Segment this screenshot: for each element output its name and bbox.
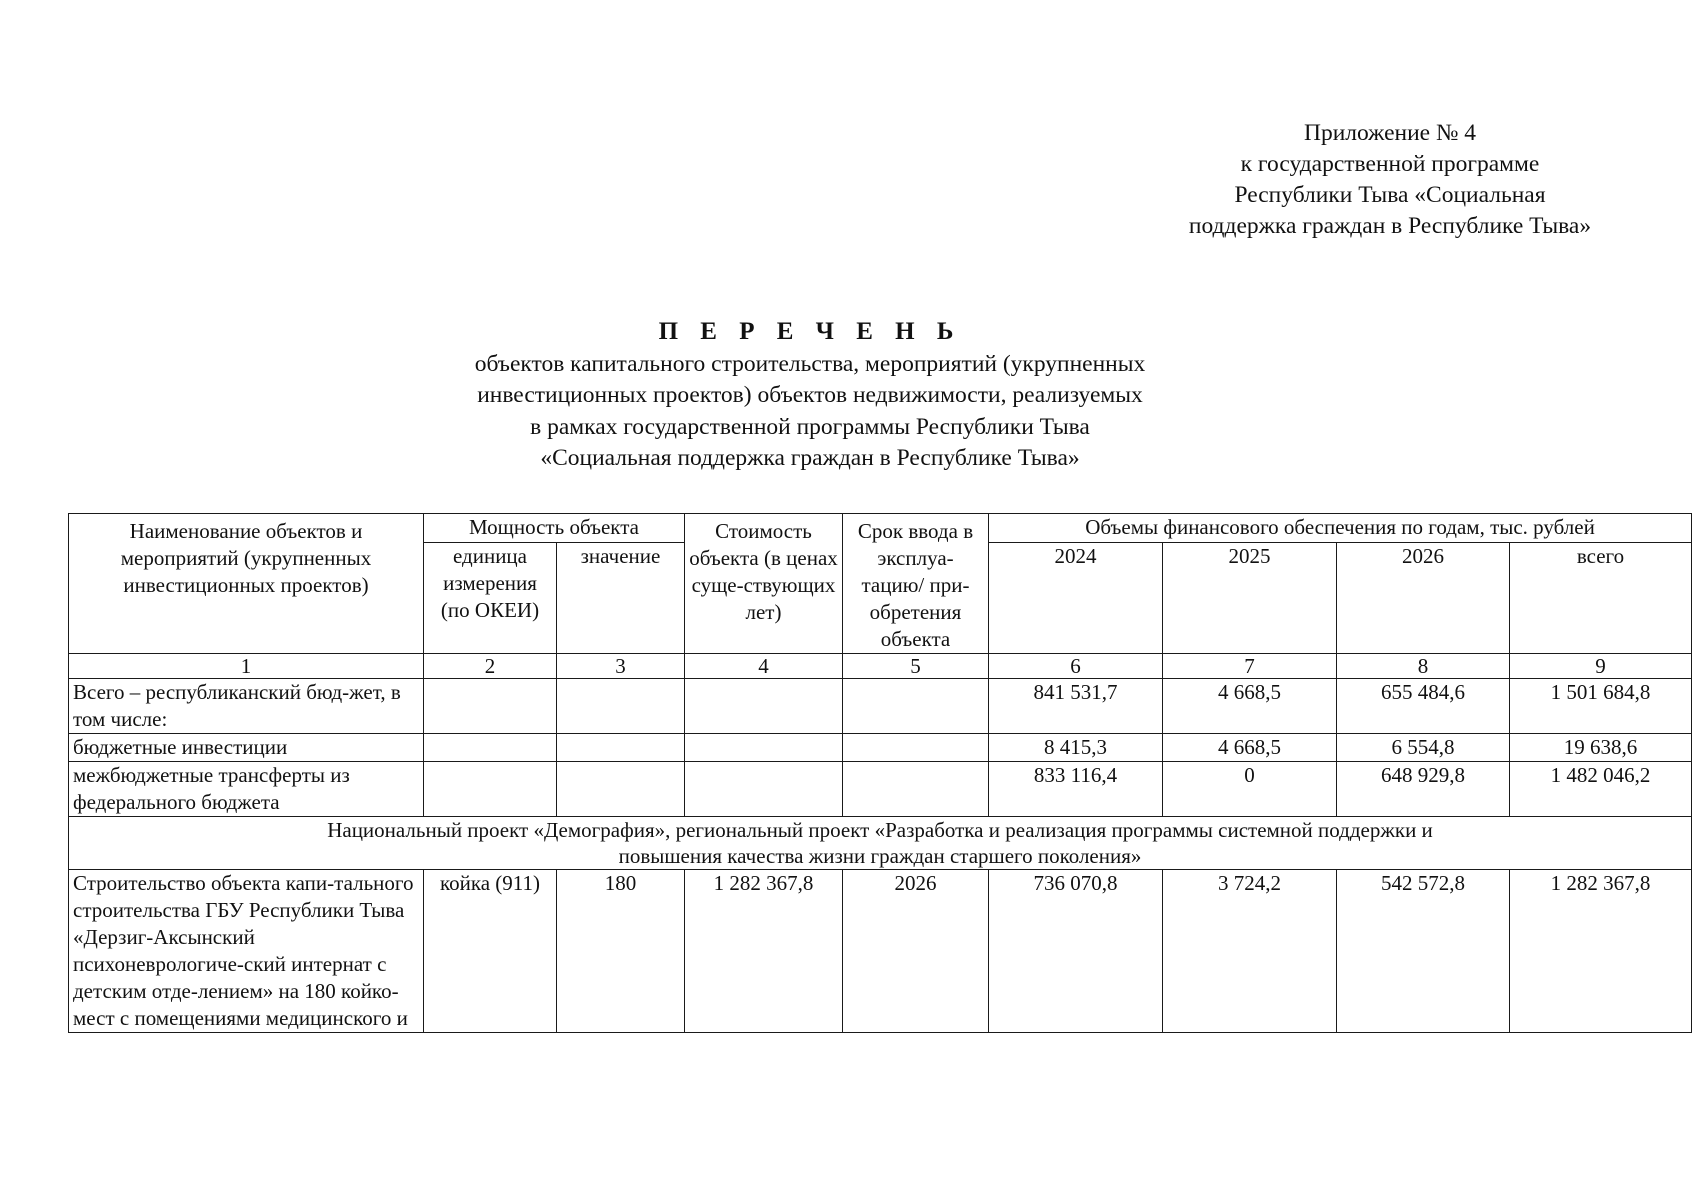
- header-value: значение: [557, 542, 685, 653]
- row-value: [557, 762, 685, 817]
- object-unit: койка (911): [424, 870, 557, 1033]
- row-deadline: [843, 762, 989, 817]
- header-year-2026: 2026: [1337, 542, 1510, 653]
- column-number: 8: [1337, 654, 1510, 679]
- column-number: 3: [557, 654, 685, 679]
- object-value: 180: [557, 870, 685, 1033]
- row-name: бюджетные инвестиции: [69, 734, 424, 762]
- table-row-object: [69, 870, 1692, 1033]
- table-row-transfers: [69, 762, 1692, 817]
- header-name: Наименование объектов и мероприятий (укрупненных инвестиционных проектов): [69, 514, 424, 654]
- document-subtitle-line: в рамках государственной программы Республики Тыва: [530, 413, 1090, 440]
- row-value: [557, 734, 685, 762]
- row-2025: 0: [1163, 762, 1337, 817]
- column-number: 7: [1163, 654, 1337, 679]
- appendix-line: поддержка граждан в Республике Тыва»: [1188, 213, 1592, 239]
- header-year-2024: 2024: [989, 542, 1163, 653]
- section-title-line: повышения качества жизни граждан старшего поколения»: [618, 844, 1142, 868]
- row-name: межбюджетные трансферты из федерального бюджета: [69, 762, 424, 817]
- row-cost: [685, 734, 843, 762]
- row-2026: 648 929,8: [1337, 762, 1510, 817]
- appendix-line: Приложение № 4: [1303, 120, 1477, 146]
- column-number: 1: [69, 654, 424, 679]
- row-deadline: [843, 679, 989, 734]
- document-subtitle-line: объектов капитального строительства, мероприятий (укрупненных: [474, 350, 1146, 377]
- object-total: 1 282 367,8: [1510, 870, 1692, 1033]
- document-subtitle-line: «Социальная поддержка граждан в Республике Тыва»: [540, 445, 1080, 471]
- row-2025: 4 668,5: [1163, 734, 1337, 762]
- object-2024: 736 070,8: [989, 870, 1163, 1033]
- header-year-2025: 2025: [1163, 542, 1337, 653]
- row-2026: 655 484,6: [1337, 679, 1510, 734]
- row-unit: [424, 679, 557, 734]
- column-number-row: [69, 654, 1692, 679]
- row-unit: [424, 734, 557, 762]
- appendix-line: к государственной программе: [1240, 151, 1540, 177]
- object-name: Строительство объекта капи-тального строительства ГБУ Республики Тыва «Дерзиг-Аксынский психоневрологиче-ский интернат с детским отде-лением» на 180 койко-мест с помещениями медицинского и: [69, 870, 424, 1033]
- row-2024: 8 415,3: [989, 734, 1163, 762]
- row-value: [557, 679, 685, 734]
- row-2026: 6 554,8: [1337, 734, 1510, 762]
- appendix-note: [1130, 118, 1650, 242]
- object-cost: 1 282 367,8: [685, 870, 843, 1033]
- header-total: всего: [1510, 542, 1692, 653]
- header-cost: Стоимость объекта (в ценах суще-ствующих лет): [685, 514, 843, 654]
- column-number: 6: [989, 654, 1163, 679]
- objects-table: [68, 513, 1692, 1033]
- column-number: 2: [424, 654, 557, 679]
- appendix-line: Республики Тыва «Социальная: [1234, 182, 1546, 208]
- row-total: 1 501 684,8: [1510, 679, 1692, 734]
- header-deadline: Срок ввода в эксплуа-тацию/ при-обретения объекта: [843, 514, 989, 654]
- section-title-line: Национальный проект «Демография», региональный проект «Разработка и реализация программы системной поддержки и: [327, 818, 1433, 842]
- document-heading: [390, 316, 1230, 475]
- document-subtitle-line: инвестиционных проектов) объектов недвижимости, реализуемых: [477, 382, 1143, 408]
- table-row-investments: [69, 734, 1692, 762]
- row-total: 1 482 046,2: [1510, 762, 1692, 817]
- object-2025: 3 724,2: [1163, 870, 1337, 1033]
- row-unit: [424, 762, 557, 817]
- header-funding: Объемы финансового обеспечения по годам, тыс. рублей: [989, 514, 1692, 543]
- header-unit: единица измерения (по ОКЕИ): [424, 542, 557, 653]
- row-2024: 841 531,7: [989, 679, 1163, 734]
- header-row: [69, 514, 1692, 543]
- row-2025: 4 668,5: [1163, 679, 1337, 734]
- row-2024: 833 116,4: [989, 762, 1163, 817]
- section-row: [69, 817, 1692, 870]
- column-number: 4: [685, 654, 843, 679]
- row-deadline: [843, 734, 989, 762]
- row-total: 19 638,6: [1510, 734, 1692, 762]
- header-capacity: Мощность объекта: [424, 514, 685, 543]
- column-number: 9: [1510, 654, 1692, 679]
- column-number: 5: [843, 654, 989, 679]
- table-row-total: [69, 679, 1692, 734]
- section-title: [69, 817, 1692, 870]
- row-cost: [685, 762, 843, 817]
- document-title: П Е Р Е Ч Е Н Ь: [658, 318, 962, 345]
- row-cost: [685, 679, 843, 734]
- object-2026: 542 572,8: [1337, 870, 1510, 1033]
- object-deadline: 2026: [843, 870, 989, 1033]
- row-name: Всего – республиканский бюд-жет, в том числе:: [69, 679, 424, 734]
